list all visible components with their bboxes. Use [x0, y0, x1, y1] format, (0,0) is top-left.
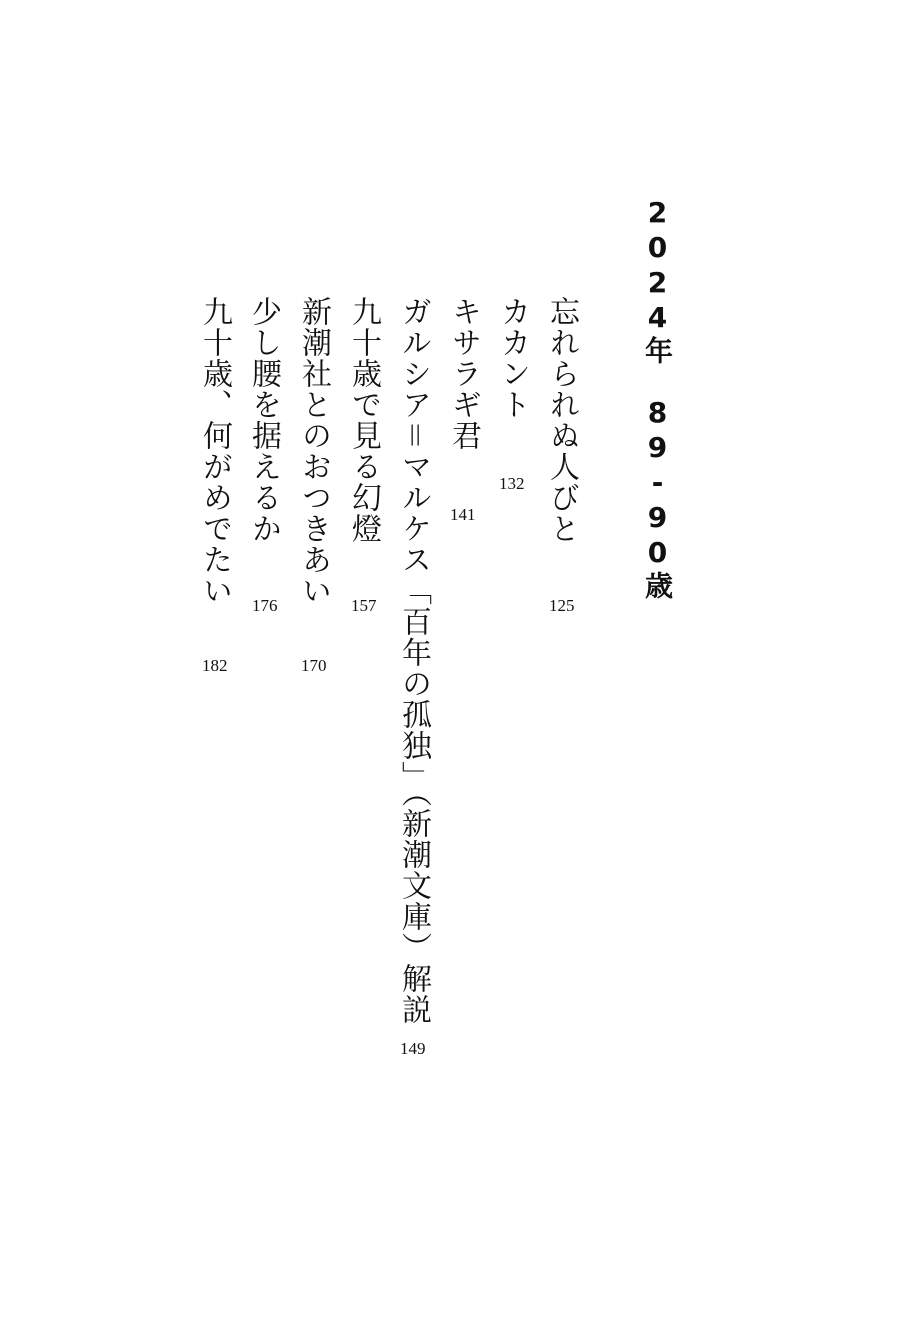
toc-entry-page: 149 — [400, 1039, 426, 1058]
toc-entry-title[interactable]: ガルシア＝マルケス「百年の孤独」（新潮文庫）解説 — [396, 296, 431, 1025]
section-heading-text: 2024年 89-90歳 — [641, 196, 674, 601]
toc-entry-page: 125 — [549, 596, 575, 615]
toc-entry-page: 132 — [499, 474, 525, 493]
toc-entry-title[interactable]: 少し腰を据えるか — [246, 296, 281, 544]
toc-entry-page: 141 — [450, 505, 476, 524]
toc-entry-page: 157 — [351, 596, 377, 615]
toc-entry-title[interactable]: 新潮社とのおつきあい — [296, 296, 331, 606]
toc-entry-page: 182 — [202, 656, 228, 675]
toc-entry-title[interactable]: キサラギ君 — [446, 296, 481, 451]
toc-entry-title[interactable]: 九十歳、何がめでたい — [197, 296, 232, 606]
toc-entry-title[interactable]: 忘れられぬ人びと — [544, 296, 579, 544]
toc-entry-page: 176 — [252, 596, 278, 615]
toc-entry-title[interactable]: 九十歳で見る幻燈 — [346, 296, 381, 544]
section-heading — [641, 196, 674, 601]
toc-entry-title[interactable]: カカント — [495, 296, 530, 420]
toc-entry-page: 170 — [301, 656, 327, 675]
